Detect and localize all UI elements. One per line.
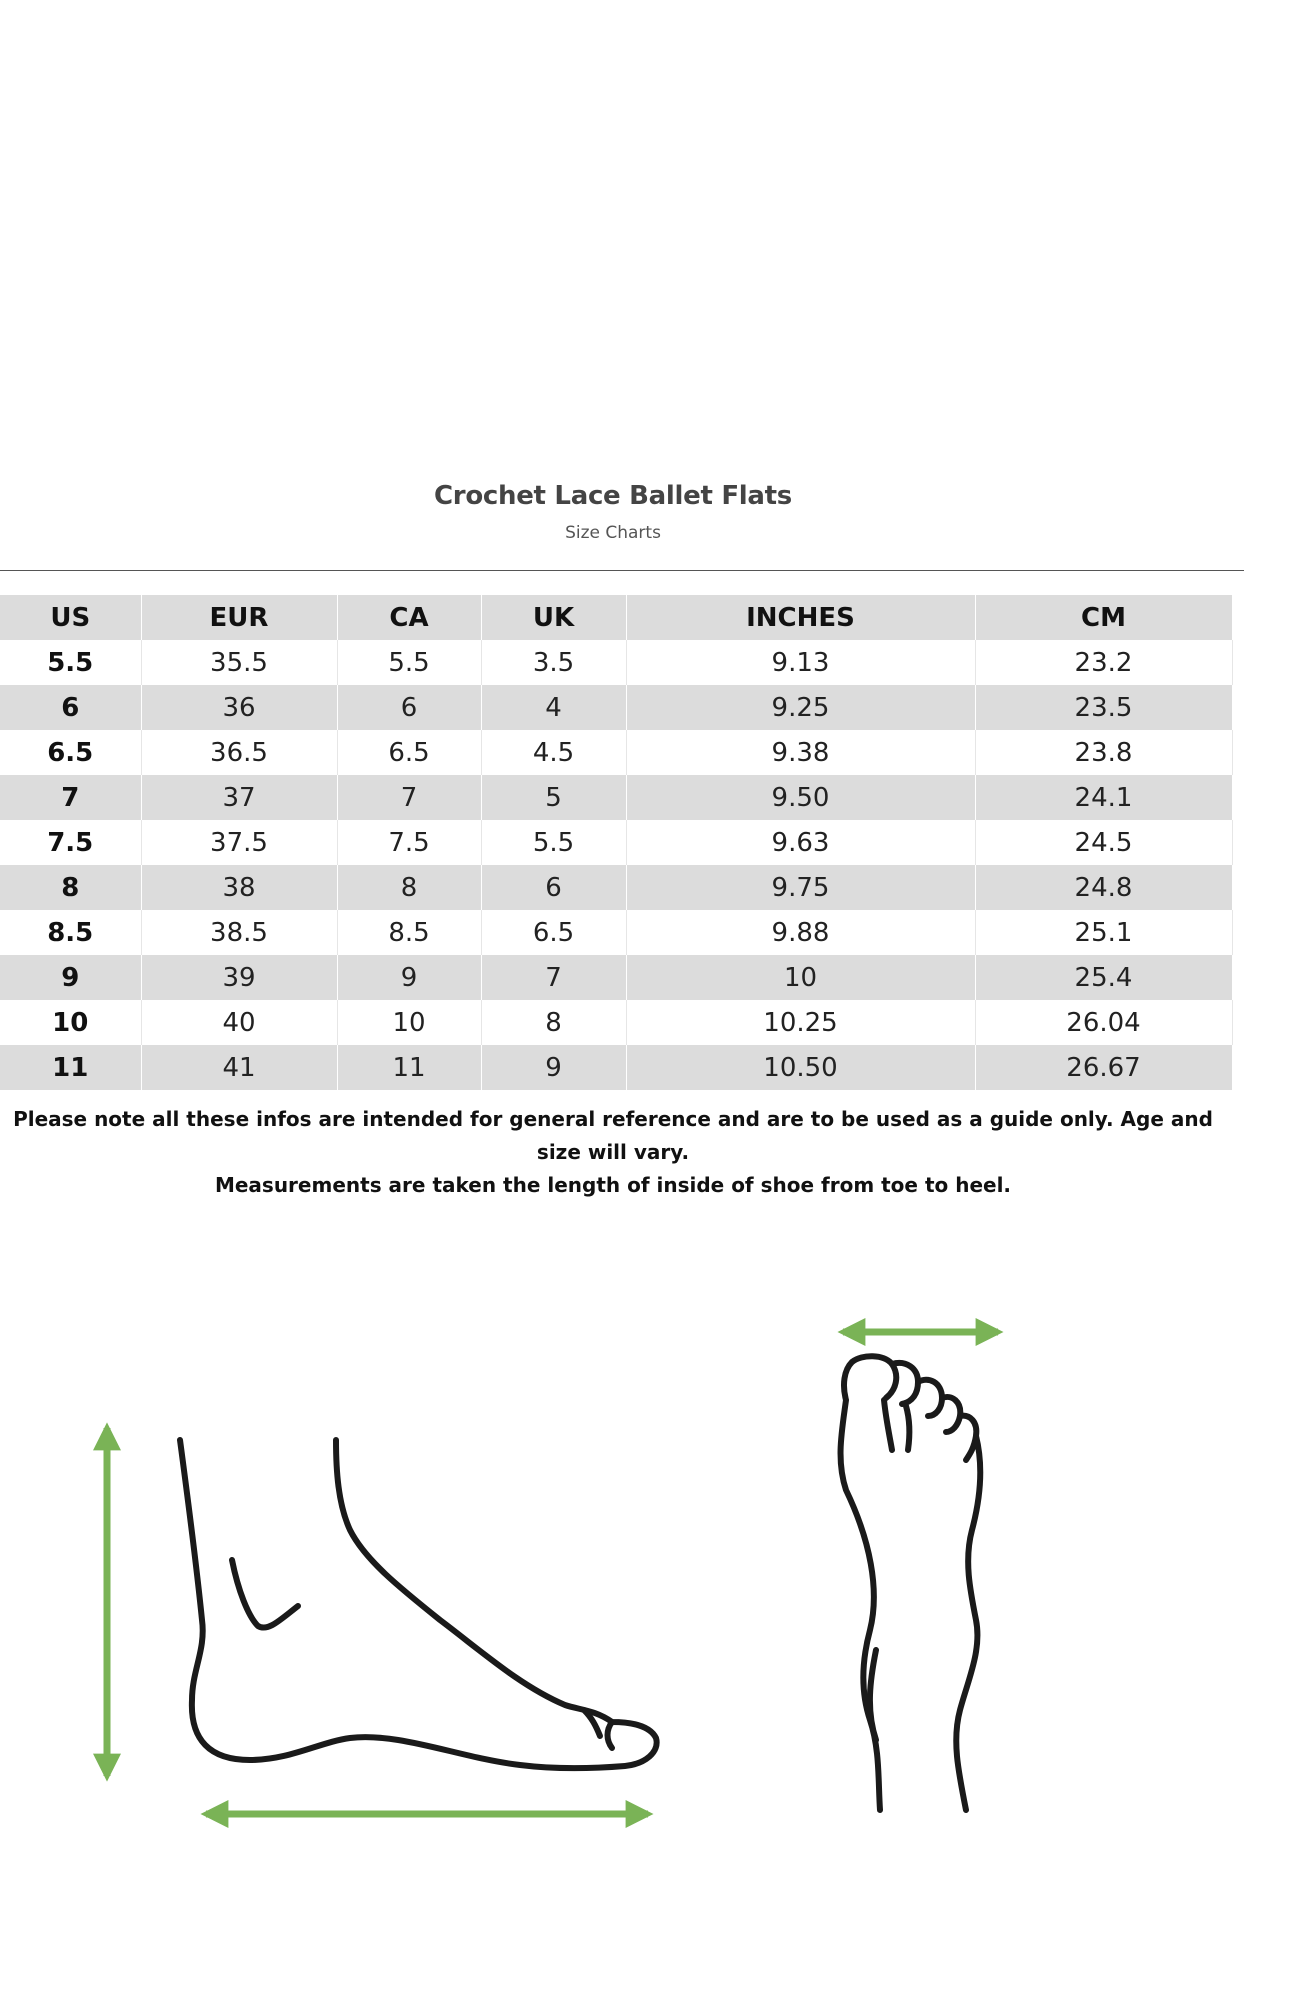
cell-ca: 8 [337, 865, 481, 910]
cell-ca: 5.5 [337, 640, 481, 685]
cell-eur: 35.5 [141, 640, 337, 685]
disclaimer-line-2: Measurements are taken the length of inside of shoe from toe to heel. [214, 1173, 1012, 1197]
cell-uk: 4.5 [481, 730, 626, 775]
cell-cm: 24.5 [975, 820, 1232, 865]
cell-inches: 10.25 [626, 1000, 975, 1045]
size-chart-table [0, 595, 1233, 1090]
cell-inches: 10 [626, 955, 975, 1000]
disclaimer-note [0, 1103, 1226, 1202]
table-row [0, 1045, 1232, 1090]
cell-us: 7.5 [0, 820, 141, 865]
cell-us: 6 [0, 685, 141, 730]
table-row [0, 730, 1232, 775]
cell-uk: 3.5 [481, 640, 626, 685]
cell-cm: 24.1 [975, 775, 1232, 820]
page-title: Crochet Lace Ballet Flats [434, 481, 792, 511]
table-header-row [0, 595, 1232, 640]
cell-uk: 5 [481, 775, 626, 820]
cell-ca: 7.5 [337, 820, 481, 865]
cell-cm: 25.1 [975, 910, 1232, 955]
cell-cm: 26.67 [975, 1045, 1232, 1090]
column-header-eur: EUR [141, 595, 337, 640]
table-row [0, 955, 1232, 1000]
cell-us: 8.5 [0, 910, 141, 955]
cell-ca: 10 [337, 1000, 481, 1045]
cell-eur: 37.5 [141, 820, 337, 865]
cell-uk: 9 [481, 1045, 626, 1090]
cell-eur: 37 [141, 775, 337, 820]
table-row [0, 910, 1232, 955]
cell-us: 11 [0, 1045, 141, 1090]
cell-uk: 7 [481, 955, 626, 1000]
table-row [0, 865, 1232, 910]
column-header-cm: CM [975, 595, 1232, 640]
cell-us: 5.5 [0, 640, 141, 685]
cell-inches: 9.88 [626, 910, 975, 955]
cell-cm: 26.04 [975, 1000, 1232, 1045]
cell-cm: 23.5 [975, 685, 1232, 730]
cell-eur: 39 [141, 955, 337, 1000]
cell-cm: 23.2 [975, 640, 1232, 685]
column-header-inches: INCHES [626, 595, 975, 640]
divider [0, 570, 1244, 571]
column-header-uk: UK [481, 595, 626, 640]
table-row [0, 640, 1232, 685]
page-subtitle: Size Charts [565, 523, 661, 543]
column-header-ca: CA [337, 595, 481, 640]
cell-eur: 41 [141, 1045, 337, 1090]
cell-ca: 9 [337, 955, 481, 1000]
cell-us: 9 [0, 955, 141, 1000]
column-header-us: US [0, 595, 141, 640]
cell-eur: 38.5 [141, 910, 337, 955]
cell-ca: 6 [337, 685, 481, 730]
cell-uk: 6 [481, 865, 626, 910]
cell-cm: 24.8 [975, 865, 1232, 910]
disclaimer-line-1: Please note all these infos are intended for general reference and are to be used as a guide only. Age and size will vary. [13, 1107, 1213, 1164]
cell-eur: 38 [141, 865, 337, 910]
foot-side-view-icon [180, 1440, 657, 1768]
foot-measurement-illustration [0, 1290, 1300, 1850]
cell-ca: 8.5 [337, 910, 481, 955]
table-row [0, 1000, 1232, 1045]
cell-eur: 40 [141, 1000, 337, 1045]
cell-inches: 9.50 [626, 775, 975, 820]
cell-inches: 10.50 [626, 1045, 975, 1090]
cell-us: 8 [0, 865, 141, 910]
cell-inches: 9.75 [626, 865, 975, 910]
cell-uk: 4 [481, 685, 626, 730]
cell-eur: 36 [141, 685, 337, 730]
cell-inches: 9.13 [626, 640, 975, 685]
cell-us: 6.5 [0, 730, 141, 775]
cell-uk: 5.5 [481, 820, 626, 865]
cell-cm: 23.8 [975, 730, 1232, 775]
table-row [0, 820, 1232, 865]
cell-inches: 9.38 [626, 730, 975, 775]
cell-cm: 25.4 [975, 955, 1232, 1000]
table-row [0, 685, 1232, 730]
cell-ca: 6.5 [337, 730, 481, 775]
cell-us: 7 [0, 775, 141, 820]
cell-inches: 9.63 [626, 820, 975, 865]
cell-uk: 6.5 [481, 910, 626, 955]
cell-ca: 7 [337, 775, 481, 820]
table-row [0, 775, 1232, 820]
cell-inches: 9.25 [626, 685, 975, 730]
foot-top-view-icon [841, 1356, 981, 1810]
cell-us: 10 [0, 1000, 141, 1045]
cell-uk: 8 [481, 1000, 626, 1045]
cell-ca: 11 [337, 1045, 481, 1090]
cell-eur: 36.5 [141, 730, 337, 775]
